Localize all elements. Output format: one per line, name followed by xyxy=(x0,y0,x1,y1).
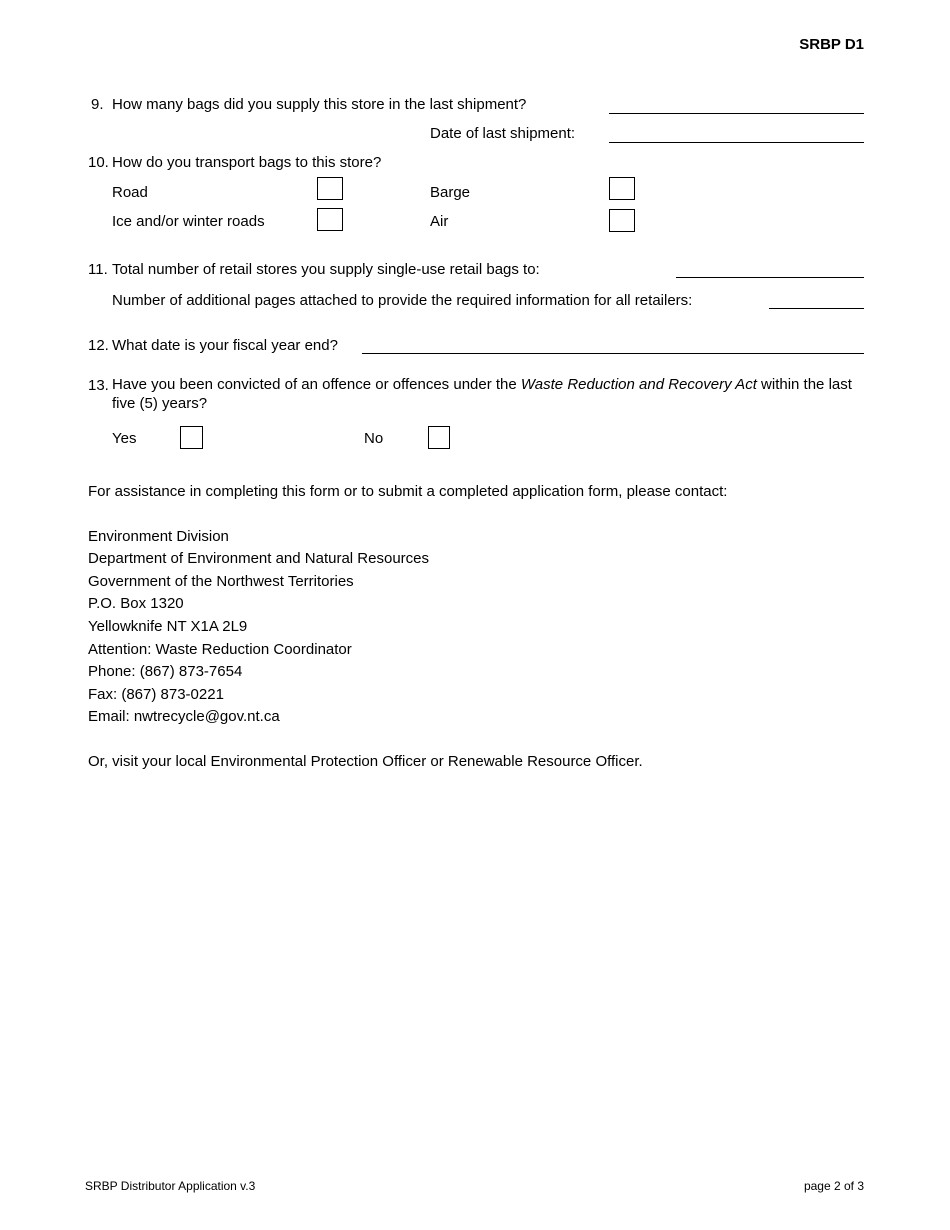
contact-division: Environment Division xyxy=(88,528,229,545)
q13-number: 13. xyxy=(88,377,109,394)
footer-form-version: SRBP Distributor Application v.3 xyxy=(85,1179,256,1193)
yes-label: Yes xyxy=(112,430,137,447)
q10-text: How do you transport bags to this store? xyxy=(112,154,382,171)
road-label: Road xyxy=(112,184,148,201)
yes-checkbox[interactable] xyxy=(180,426,203,449)
q11-subtext: Number of additional pages attached to provide the required information for all retailers: xyxy=(112,292,693,309)
contact-fax: Fax: (867) 873-0221 xyxy=(88,686,224,703)
contact-intro: For assistance in completing this form or to submit a completed application form, please contact: xyxy=(88,483,728,500)
q12-text: What date is your fiscal year end? xyxy=(112,337,338,354)
q9-text: How many bags did you supply this store in the last shipment? xyxy=(112,96,527,113)
q9-bags-field[interactable] xyxy=(609,113,864,114)
no-label: No xyxy=(364,430,384,447)
ice-roads-label: Ice and/or winter roads xyxy=(112,213,265,230)
barge-checkbox[interactable] xyxy=(609,177,635,200)
q9-date-label: Date of last shipment: xyxy=(430,125,576,142)
q9-date-field[interactable] xyxy=(609,142,864,143)
q11-pages-field[interactable] xyxy=(769,308,864,309)
q11-text: Total number of retail stores you supply single-use retail bags to: xyxy=(112,261,540,278)
q11-stores-field[interactable] xyxy=(676,277,864,278)
ice-roads-checkbox[interactable] xyxy=(317,208,343,231)
q10-number: 10. xyxy=(88,154,109,171)
air-label: Air xyxy=(430,213,449,230)
q9-number: 9. xyxy=(91,96,104,113)
contact-government: Government of the Northwest Territories xyxy=(88,573,354,590)
form-code: SRBP D1 xyxy=(799,36,864,53)
q13-text-after: within the last five (5) years? xyxy=(112,376,852,412)
contact-attention: Attention: Waste Reduction Coordinator xyxy=(88,641,352,658)
q13-text xyxy=(112,375,857,413)
barge-label: Barge xyxy=(430,184,471,201)
footer-page-number: page 2 of 3 xyxy=(803,1179,864,1193)
contact-department: Department of Environment and Natural Resources xyxy=(88,550,430,567)
contact-phone: Phone: (867) 873-7654 xyxy=(88,663,243,680)
contact-city: Yellowknife NT X1A 2L9 xyxy=(88,618,248,635)
q12-number: 12. xyxy=(88,337,109,354)
q13-text-before: Have you been convicted of an offence or offences under the xyxy=(112,376,521,393)
contact-email: Email: nwtrecycle@gov.nt.ca xyxy=(88,708,280,725)
road-checkbox[interactable] xyxy=(317,177,343,200)
no-checkbox[interactable] xyxy=(428,426,450,449)
contact-po-box: P.O. Box 1320 xyxy=(88,595,184,612)
q12-fiscal-year-field[interactable] xyxy=(362,353,864,354)
contact-closing: Or, visit your local Environmental Protection Officer or Renewable Resource Officer. xyxy=(88,753,643,770)
act-name: Waste Reduction and Recovery Act xyxy=(520,376,757,393)
q11-number: 11. xyxy=(88,261,108,278)
air-checkbox[interactable] xyxy=(609,209,635,232)
